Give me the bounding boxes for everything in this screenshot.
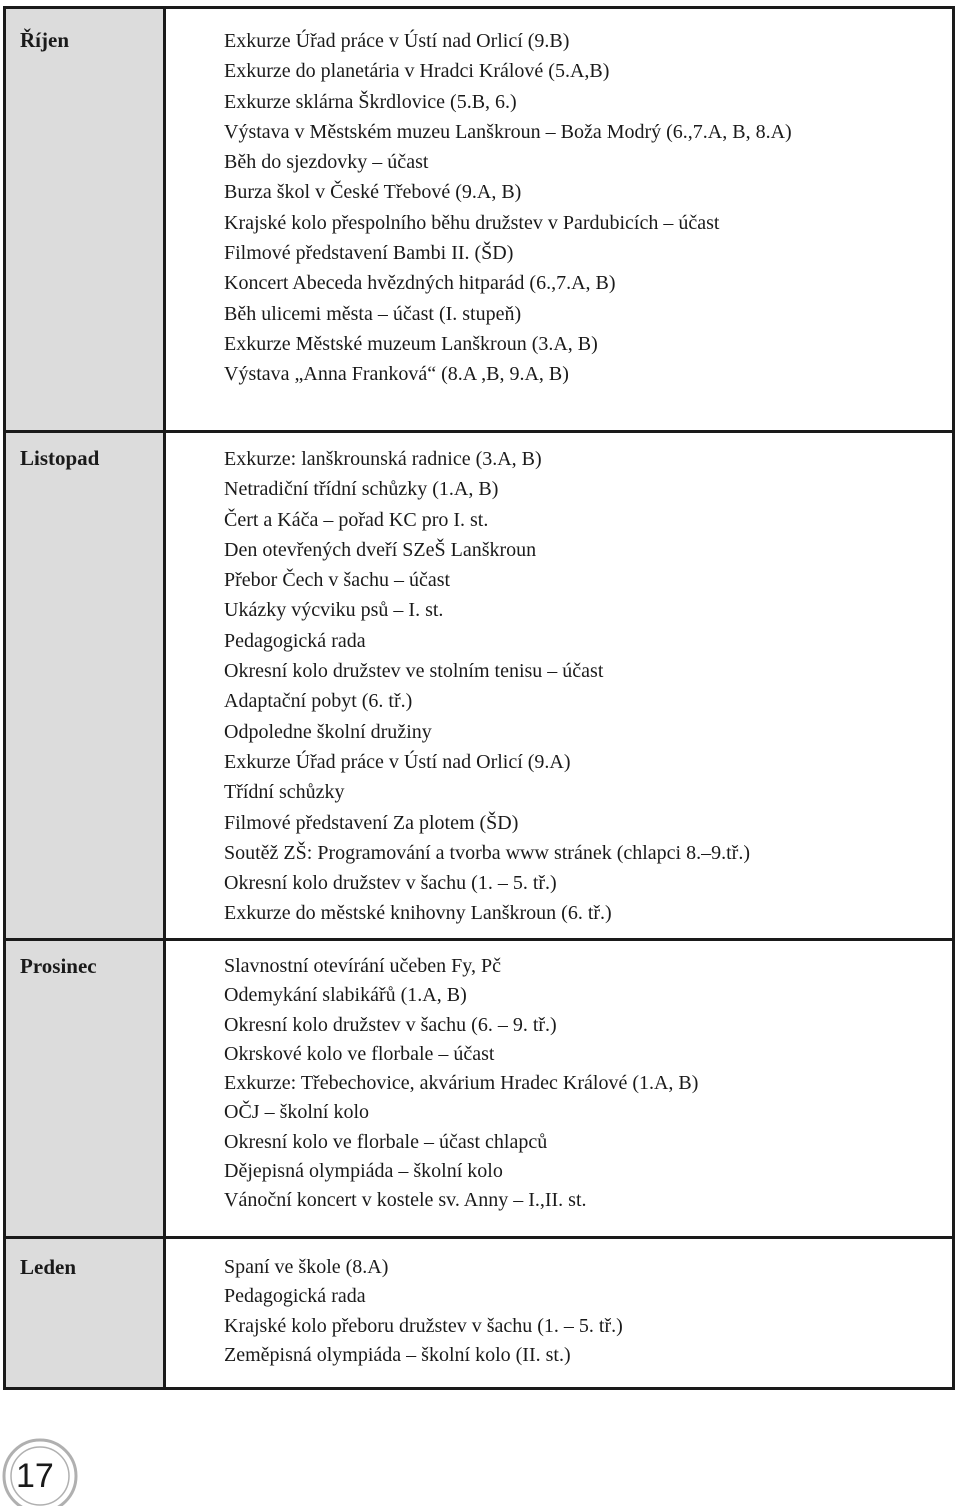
month-cell (6, 941, 166, 1236)
event-item: Exkurze do městské knihovny Lanškroun (6. tř.) (224, 902, 612, 925)
event-item: Den otevřených dveří SZeŠ Lanškroun (224, 538, 537, 561)
month-label-rijen: Říjen (20, 28, 69, 52)
events-cell (166, 941, 952, 1236)
events-list-listopad (224, 444, 952, 929)
event-item: OČJ – školní kolo (224, 1101, 370, 1124)
events-cell (166, 1239, 952, 1387)
event-item: Exkurze do planetária v Hradci Králové (5.A,B) (224, 60, 610, 83)
event-item: Dějepisná olympiáda – školní kolo (224, 1160, 503, 1183)
event-item: Filmové představení Bambi II. (ŠD) (224, 242, 514, 265)
event-item: Výstava v Městském muzeu Lanškroun – Boža Modrý (6.,7.A, B, 8.A) (224, 120, 792, 143)
event-item: Běh do sjezdovky – účast (224, 151, 429, 174)
event-item: Okrskové kolo ve florbale – účast (224, 1042, 495, 1065)
month-label-leden: Leden (20, 1255, 77, 1279)
event-item: Exkurze Městské muzeum Lanškroun (3.A, B) (224, 332, 598, 355)
event-item: Okresní kolo družstev v šachu (1. – 5. tř.) (224, 872, 557, 895)
event-item: Koncert Abeceda hvězdných hitparád (6.,7.A, B) (224, 272, 616, 295)
event-item: Netradiční třídní schůzky (1.A, B) (224, 478, 499, 501)
event-item: Exkurze Úřad práce v Ústí nad Orlicí (9.A) (224, 750, 571, 773)
event-item: Adaptační pobyt (6. tř.) (224, 690, 413, 713)
event-item: Třídní schůzky (224, 781, 345, 804)
event-item: Čert a Káča – pořad KC pro I. st. (224, 508, 489, 531)
event-item: Okresní kolo družstev ve stolním tenisu – účast (224, 660, 604, 683)
event-item: Filmové představení Za plotem (ŠD) (224, 811, 519, 834)
month-label-listopad: Listopad (20, 446, 100, 470)
event-item: Odemykání slabikářů (1.A, B) (224, 984, 467, 1007)
event-item: Okresní kolo ve florbale – účast chlapců (224, 1130, 548, 1153)
page-number-badge (0, 1430, 78, 1506)
events-list-prosinec (224, 952, 952, 1216)
event-item: Vánoční koncert v kostele sv. Anny – I.,II. st. (224, 1189, 587, 1212)
school-calendar-table (3, 6, 955, 1390)
events-list-leden (224, 1253, 952, 1370)
page-number: 17 (16, 1457, 54, 1495)
month-row-rijen (6, 9, 952, 433)
month-cell (6, 9, 166, 430)
event-item: Krajské kolo přeboru družstev v šachu (1. – 5. tř.) (224, 1314, 623, 1337)
event-item: Pedagogická rada (224, 1285, 366, 1308)
event-item: Spaní ve škole (8.A) (224, 1256, 389, 1278)
month-row-leden (6, 1239, 952, 1387)
month-cell (6, 1239, 166, 1387)
event-item: Exkurze: lanškrounská radnice (3.A, B) (224, 448, 542, 470)
events-cell (166, 433, 952, 938)
event-item: Okresní kolo družstev v šachu (6. – 9. tř.) (224, 1013, 557, 1036)
event-item: Exkurze Úřad práce v Ústí nad Orlicí (9.B) (224, 30, 570, 52)
events-list-rijen (224, 26, 952, 390)
event-item: Exkurze sklárna Škrdlovice (5.B, 6.) (224, 90, 517, 113)
event-item: Běh ulicemi města – účast (I. stupeň) (224, 302, 522, 325)
event-item: Ukázky výcviku psů – I. st. (224, 599, 444, 622)
event-item: Slavnostní otevírání učeben Fy, Pč (224, 955, 501, 977)
event-item: Soutěž ZŠ: Programování a tvorba www stránek (chlapci 8.–9.tř.) (224, 841, 750, 864)
event-item: Odpoledne školní družiny (224, 720, 432, 743)
event-item: Výstava „Anna Franková“ (8.A ,B, 9.A, B) (224, 363, 569, 386)
event-item: Pedagogická rada (224, 629, 366, 652)
month-row-prosinec (6, 941, 952, 1239)
events-cell (166, 9, 952, 430)
event-item: Zeměpisná olympiáda – školní kolo (II. st.) (224, 1343, 571, 1366)
event-item: Burza škol v České Třebové (9.A, B) (224, 181, 522, 204)
event-item: Přebor Čech v šachu – účast (224, 569, 451, 592)
event-item: Krajské kolo přespolního běhu družstev v Pardubicích – účast (224, 211, 720, 234)
month-row-listopad (6, 433, 952, 941)
event-item: Exkurze: Třebechovice, akvárium Hradec Králové (1.A, B) (224, 1072, 699, 1095)
month-cell (6, 433, 166, 938)
month-label-prosinec: Prosinec (20, 954, 97, 978)
